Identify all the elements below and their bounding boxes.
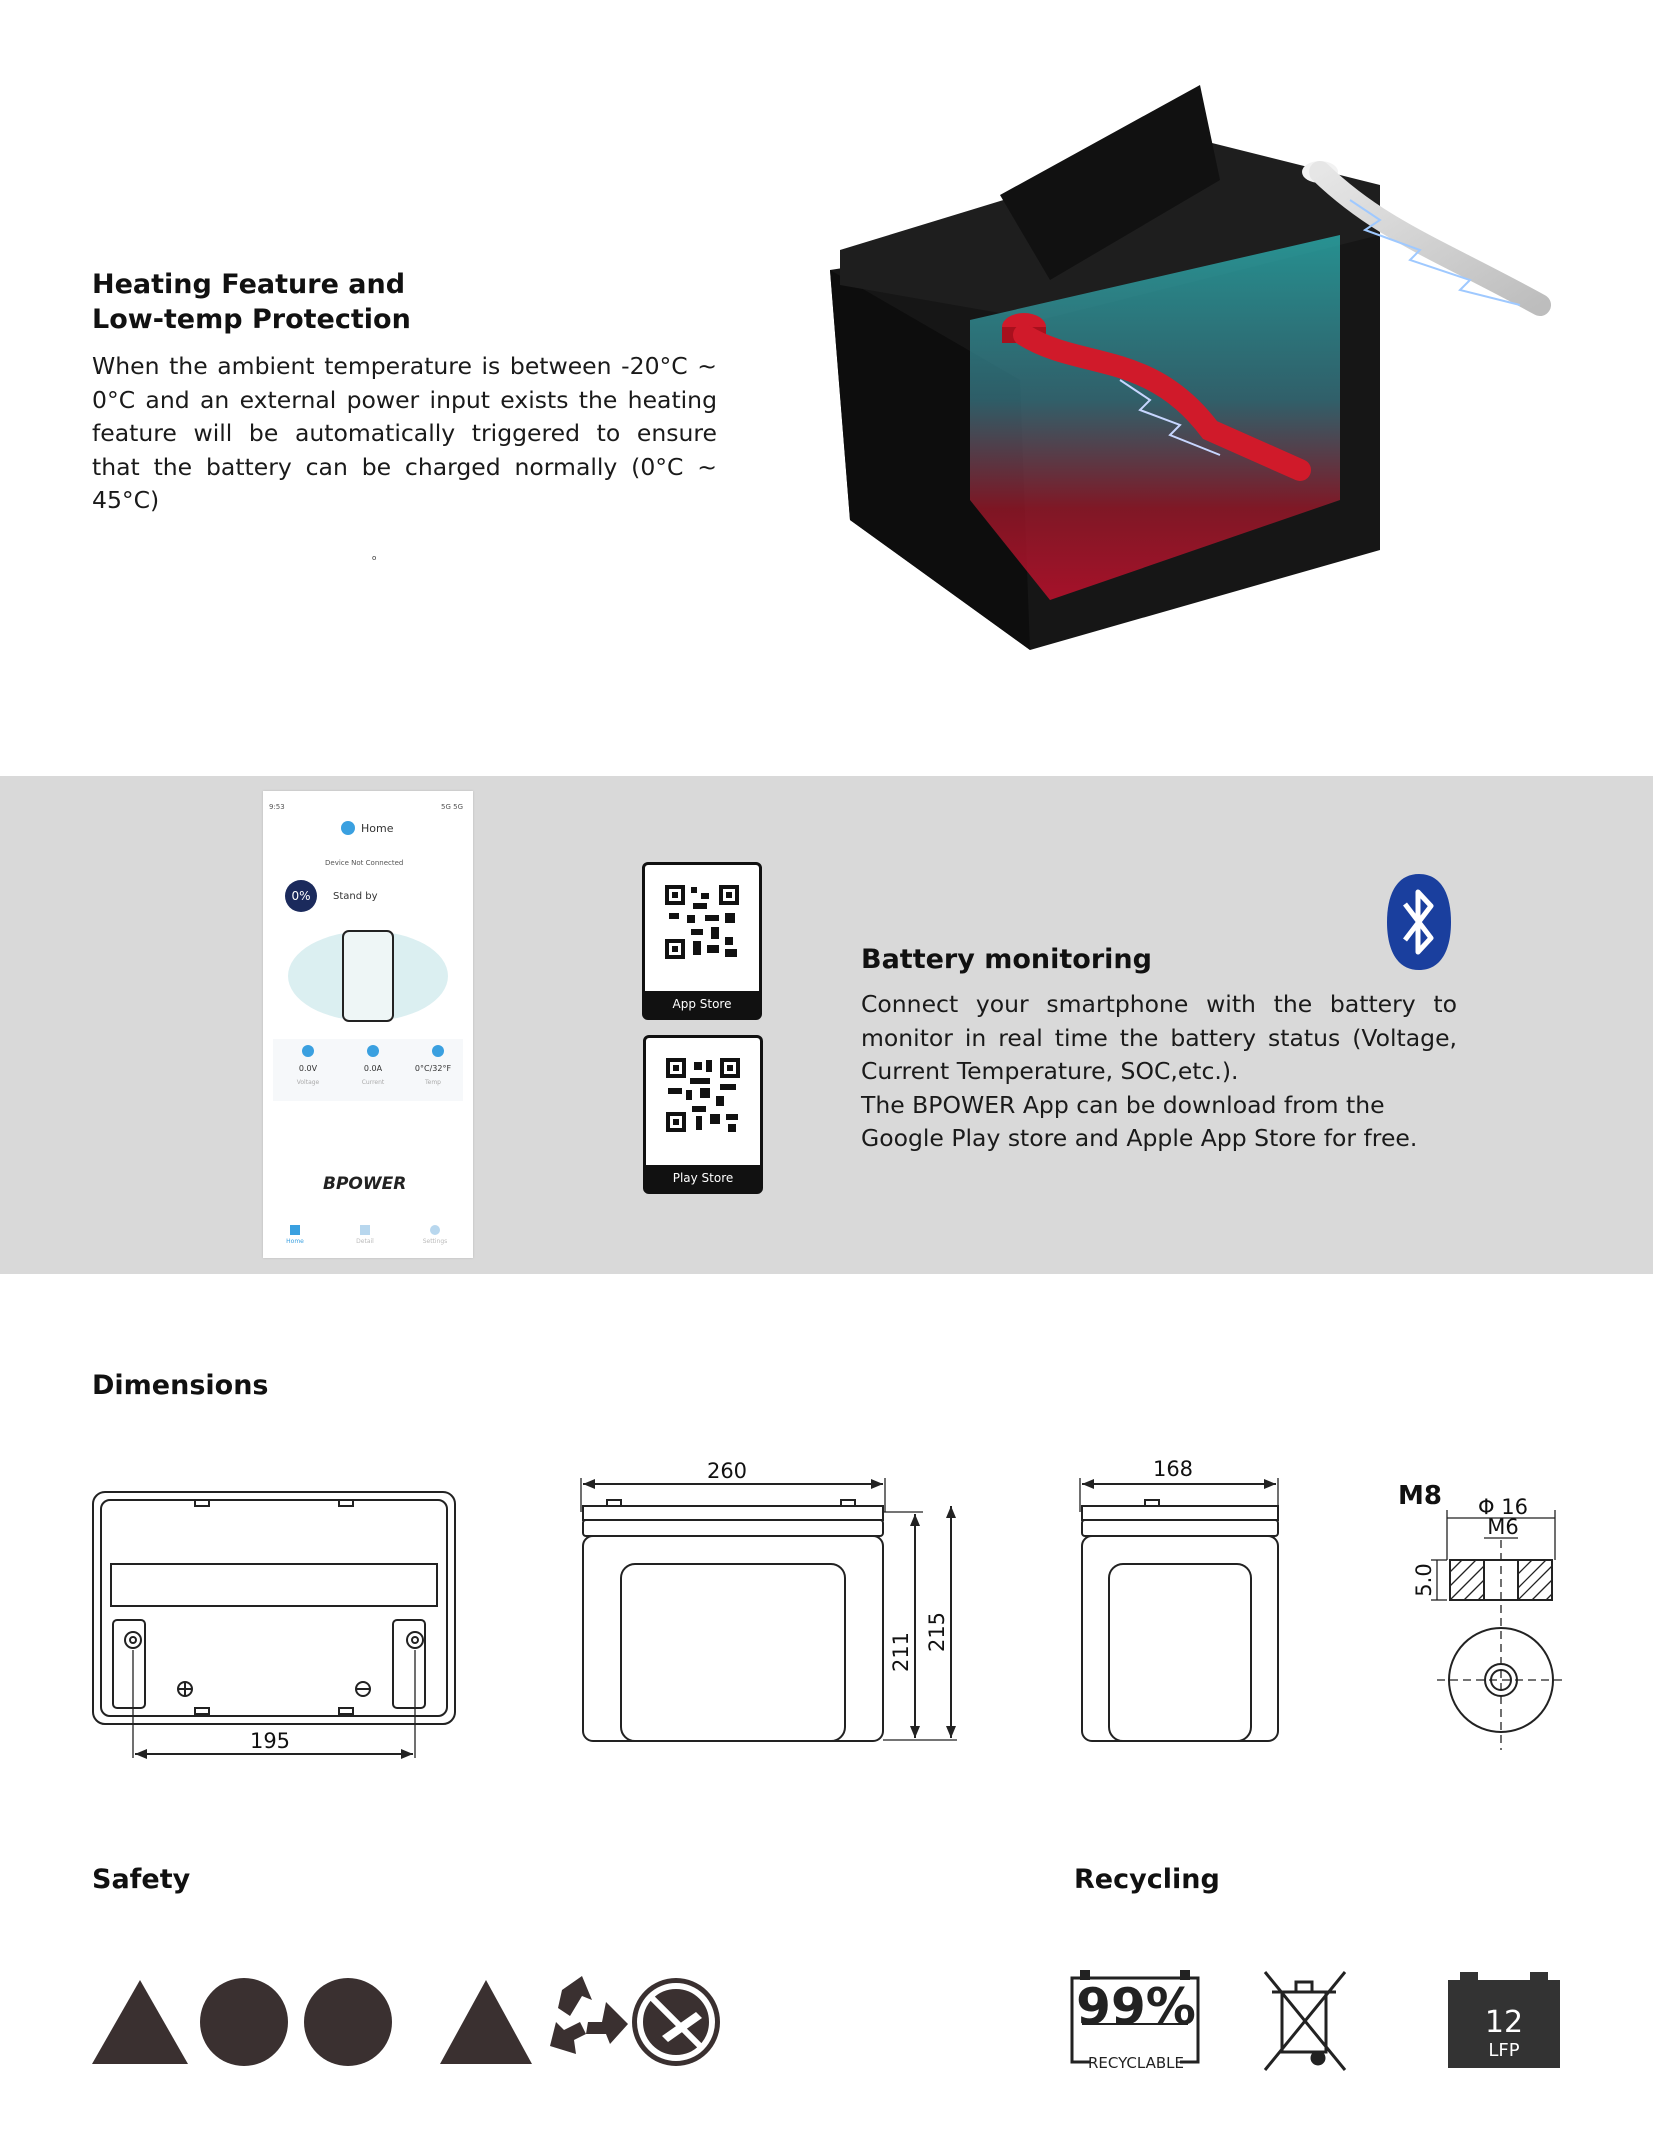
metric-value: 0.0V [298, 1064, 318, 1073]
terminal-detail-drawing [1431, 1510, 1565, 1750]
brand-logo: BPOWER [323, 1174, 407, 1194]
stray-mark: o [372, 554, 377, 562]
terminal-thread: M6 [1487, 1515, 1519, 1539]
nav-home-icon[interactable] [290, 1225, 300, 1235]
app-store-label[interactable]: App Store [645, 991, 759, 1017]
nav-settings-icon[interactable] [430, 1225, 440, 1235]
dim-width: 168 [1152, 1457, 1194, 1481]
voltage-icon [302, 1045, 314, 1057]
metric-value: 0.0A [363, 1064, 383, 1073]
play-store-label[interactable]: Play Store [646, 1165, 760, 1191]
nav-detail-icon[interactable] [360, 1225, 370, 1235]
dimension-drawings [85, 1440, 1585, 1770]
dim-top-width: 195 [249, 1729, 291, 1753]
heating-description-text: When the ambient temperature is between -20°C ~ 0°C and an external power input exists the heating feature will be automatically triggered to ensure that the battery can be charged normally (0°C ~ 45°C) [92, 352, 717, 514]
soc-value: 0% [291, 889, 311, 903]
metric-label: Voltage [296, 1079, 320, 1086]
terminal-type: M8 [1398, 1481, 1442, 1511]
home-icon [341, 821, 355, 835]
front-view-drawing [581, 1478, 957, 1741]
recycling-title: Recycling [1074, 1864, 1220, 1895]
nav-settings-label[interactable]: Settings [422, 1238, 448, 1245]
dim-length: 260 [706, 1459, 748, 1483]
recycle-arrows-icon [550, 1976, 628, 2054]
heating-title [92, 267, 652, 337]
nav-home-label[interactable]: Home [286, 1238, 304, 1245]
nav-detail-label[interactable]: Detail [356, 1238, 374, 1245]
top-view-drawing [93, 1492, 455, 1758]
metric-label: Temp [425, 1079, 441, 1086]
dim-height-total: 215 [925, 1611, 949, 1653]
connection-status: Device Not Connected [325, 859, 404, 867]
terminal-diameter: Φ 16 [1478, 1495, 1528, 1519]
safety-title: Safety [92, 1864, 191, 1895]
status-time: 9:53 [269, 803, 285, 811]
prohibition-circle-icon [304, 1978, 392, 2066]
warning-triangle-icon [92, 1980, 188, 2064]
metric-label: Current [361, 1079, 385, 1086]
metrics-panel [273, 1039, 463, 1101]
heating-title-line1: Heating Feature and [92, 269, 406, 300]
app-screenshot [263, 791, 473, 1258]
heating-description [92, 350, 717, 518]
bottom-nav [263, 1221, 473, 1258]
battery-chemistry: LFP [1488, 2040, 1520, 2061]
recyclable-label: RECYCLABLE [1087, 2054, 1185, 2072]
terminal-depth: 5.0 [1412, 1563, 1436, 1597]
status-icons: 5G 5G [441, 803, 463, 811]
recycling-icons [1070, 1968, 1570, 2078]
recyclable-percent: 99% [1076, 1978, 1196, 2036]
current-icon [367, 1045, 379, 1057]
dimensions-title: Dimensions [92, 1370, 269, 1401]
no-tampering-icon [632, 1978, 720, 2066]
caution-triangle-icon [440, 1980, 532, 2064]
monitoring-paragraph-2: The BPOWER App can be download from the Google Play store and Apple App Store for free. [861, 1090, 1418, 1152]
mode-label: Stand by [333, 891, 378, 902]
monitoring-paragraph-1: Connect your smartphone with the battery to monitor in real time the battery status (Voltage, Current Temperature, SOC,etc.). [861, 990, 1457, 1085]
weee-crossed-bin-icon [1265, 1972, 1345, 2070]
heating-title-line2: Low-temp Protection [92, 304, 411, 335]
side-view-drawing [1080, 1478, 1278, 1741]
battery-render-image [820, 80, 1580, 660]
app-store-qr[interactable] [642, 862, 762, 1020]
qr-code-icon [666, 1058, 740, 1132]
battery-voltage: 12 [1484, 2005, 1524, 2040]
play-store-qr[interactable] [643, 1035, 763, 1194]
mandatory-circle-icon [200, 1978, 288, 2066]
temp-icon [432, 1045, 444, 1057]
bluetooth-icon [1385, 872, 1453, 972]
dim-height-body: 211 [889, 1631, 913, 1673]
qr-code-icon [665, 885, 739, 959]
battery-graphic [283, 916, 453, 1036]
home-title: Home [361, 822, 394, 835]
monitoring-title: Battery monitoring [861, 944, 1152, 975]
monitoring-description [861, 988, 1457, 1156]
safety-icons [92, 1972, 732, 2072]
metric-value: 0°C/32°F [414, 1064, 452, 1073]
